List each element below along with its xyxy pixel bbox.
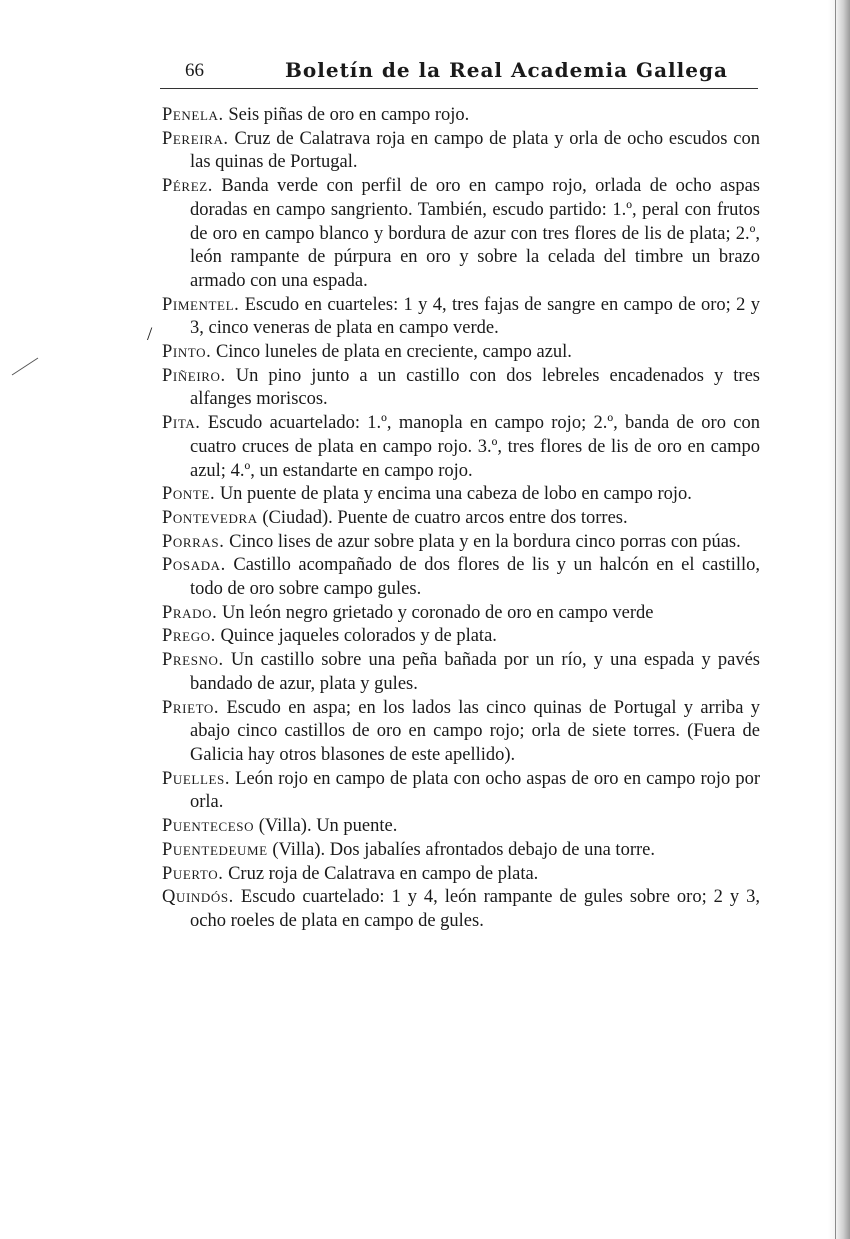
pencil-stroke-mark	[10, 355, 40, 377]
entry-text: Un castillo sobre una peña bañada por un río, y una espada y pavés bandado de azur, plata y gules.	[190, 650, 760, 694]
entry-term: Prego.	[162, 626, 216, 647]
entry	[162, 365, 760, 412]
entry-term: Pontevedra	[162, 507, 258, 528]
entry-text: Cruz roja de Calatrava en campo de plata.	[228, 863, 539, 884]
entry	[162, 507, 760, 531]
entry	[162, 483, 760, 507]
entry-term: Quindós.	[162, 887, 234, 908]
entry-term: Puenteceso	[162, 816, 255, 837]
entry-term: Puentedeume	[162, 839, 268, 860]
entry-term: Penela.	[162, 105, 224, 125]
entry-text: (Villa). Dos jabalíes afrontados debajo de una torre.	[272, 839, 655, 860]
entry	[162, 863, 760, 887]
entry	[162, 128, 760, 175]
entry	[162, 175, 760, 294]
entry-term: Pita.	[162, 413, 201, 434]
entry	[162, 815, 760, 839]
entry-text: (Villa). Un puente.	[258, 816, 398, 837]
page-header	[160, 54, 758, 89]
page-edge-shadow	[828, 0, 850, 1239]
entry	[162, 602, 760, 626]
entry-text: Un puente de plata y encima una cabeza de lobo en campo rojo.	[219, 484, 692, 505]
entry	[162, 412, 760, 483]
entry-text: Escudo en cuarteles: 1 y 4, tres fajas de sangre en campo de oro; 2 y 3, cinco veneras de plata en campo verde.	[190, 294, 761, 339]
entry-text: Castillo acompañado de dos flores de lis y un halcón en el castillo, todo de oro sobre campo gules.	[190, 555, 760, 600]
entry	[162, 649, 760, 696]
entry	[162, 294, 760, 341]
entry-term: Pereira.	[162, 128, 229, 149]
entry-term: Piñeiro.	[162, 365, 226, 386]
entry	[162, 625, 760, 649]
entry-text: (Ciudad). Puente de cuatro arcos entre dos torres.	[262, 507, 628, 528]
entry	[162, 341, 760, 365]
page-number: 66	[185, 60, 204, 81]
entry-term: Prieto.	[162, 697, 220, 718]
entry-term: Pinto.	[162, 342, 212, 363]
page-edge-line	[835, 0, 836, 1239]
entry-term: Porras.	[162, 531, 225, 552]
entry	[162, 886, 760, 933]
entry-text: Banda verde con perfil de oro en campo rojo, orlada de ocho aspas doradas en campo sangriento. También, escudo partido: 1.º, peral con frutos de oro en campo blanco y bordura de azur con tres flores de lis de plata; 2.º, león rampante de púrpura en oro y sobre la celada del timbre un brazo armado con una espada.	[190, 176, 761, 291]
entry-text: Quince jaqueles colorados y de plata.	[220, 626, 497, 647]
entry	[162, 768, 760, 815]
entry-text: Cinco lises de azur sobre plata y en la bordura cinco porras con púas.	[229, 531, 741, 552]
entry	[162, 104, 760, 128]
entry-text: Escudo cuartelado: 1 y 4, león rampante de gules sobre oro; 2 y 3, ocho roeles de plata en campo de gules.	[190, 887, 761, 931]
entry-text: Un león negro grietado y coronado de oro en campo verde	[221, 602, 654, 623]
entry	[162, 697, 760, 768]
entry-text: Cruz de Calatrava roja en campo de plata y orla de ocho escudos con las quinas de Portugal.	[190, 128, 760, 173]
entry-text: Seis piñas de oro en campo rojo.	[228, 105, 470, 125]
entry-text: Cinco luneles de plata en creciente, campo azul.	[215, 342, 572, 363]
entry-term: Ponte.	[162, 484, 216, 505]
entry	[162, 531, 760, 555]
entry-text: Escudo en aspa; en los lados las cinco quinas de Portugal y arriba y abajo cinco castillos de oro en campo rojo; orla de siete torres. (Fuera de Galicia hay otros blasones de este apellido).	[190, 697, 761, 765]
entry-term: Posada.	[162, 555, 226, 576]
margin-mark: /	[147, 324, 153, 345]
running-title: Boletín de la Real Academia Gallega	[285, 58, 728, 82]
entry-text: Escudo acuartelado: 1.º, manopla en campo rojo; 2.º, banda de oro con cuatro cruces de plata en campo rojo. 3.º, tres flores de lis de oro en campo azul; 4.º, un estandarte en campo rojo.	[190, 413, 760, 481]
entry-term: Puerto.	[162, 863, 224, 884]
entry-list	[162, 104, 760, 934]
entry-text: León rojo en campo de plata con ocho aspas de oro en campo rojo por orla.	[190, 768, 761, 813]
entry-term: Prado.	[162, 602, 218, 623]
entry-term: Pérez.	[162, 176, 214, 197]
entry	[162, 554, 760, 601]
entry-term: Presno.	[162, 650, 224, 671]
entry-text: Un pino junto a un castillo con dos lebreles encadenados y tres alfanges moriscos.	[190, 365, 760, 410]
entry	[162, 839, 760, 863]
entry-term: Puelles.	[162, 768, 231, 789]
entry-term: Pimentel.	[162, 294, 240, 315]
